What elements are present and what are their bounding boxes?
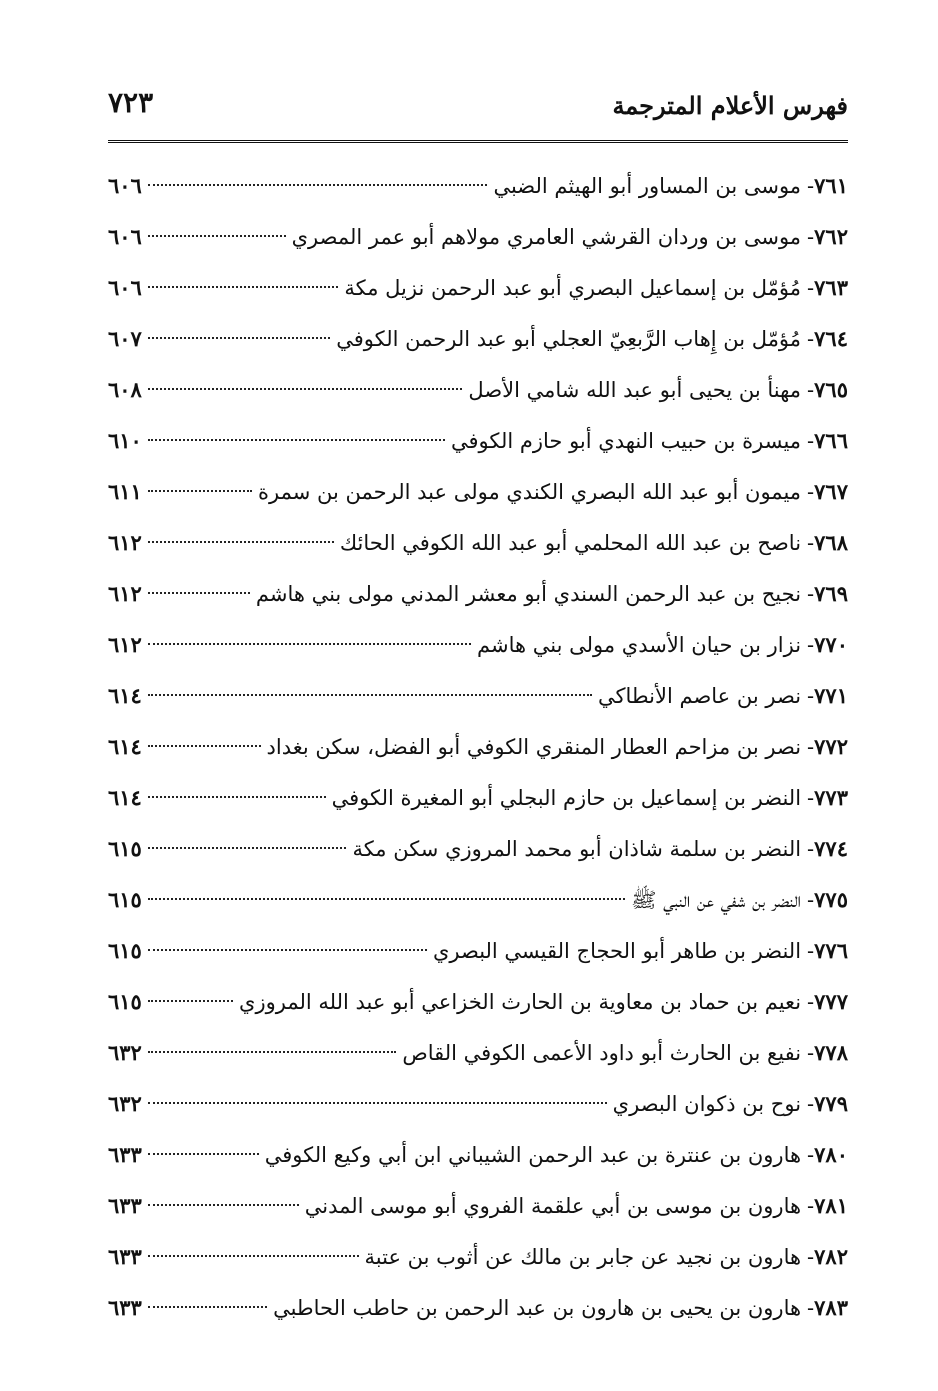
entry-page-number: ٦١٠ xyxy=(108,428,142,453)
entry-dash: - xyxy=(807,837,815,861)
entry-dash: - xyxy=(807,888,815,912)
dot-leader xyxy=(148,592,250,594)
entry-page-number: ٦١٢ xyxy=(108,632,142,657)
index-entry xyxy=(108,313,848,364)
entry-dash: - xyxy=(807,429,815,453)
entry-number: ٧٧٠ xyxy=(814,632,848,657)
index-entry xyxy=(108,1231,848,1282)
entry-page-number: ٦٠٦ xyxy=(108,275,142,300)
entry-name: النضر بن سلمة شاذان أبو محمد المروزي سكن مكة xyxy=(352,837,802,861)
entry-name: نوح بن ذكوان البصري xyxy=(612,1092,802,1116)
index-entry xyxy=(108,772,848,823)
index-entry xyxy=(108,364,848,415)
dot-leader xyxy=(148,286,339,288)
entry-page-number: ٦٣٣ xyxy=(108,1142,142,1167)
entry-dash: - xyxy=(807,531,815,555)
entry-name: نزار بن حيان الأسدي مولى بني هاشم xyxy=(477,633,802,657)
entry-page-number: ٦٠٦ xyxy=(108,224,142,249)
entry-name: هارون بن نجيد عن جابر بن مالك عن أثوب بن عتبة xyxy=(364,1245,802,1269)
index-entry xyxy=(108,670,848,721)
entry-number: ٧٦٣ xyxy=(814,275,848,300)
index-entry xyxy=(108,517,848,568)
entry-name: مُؤمّل بن إسماعيل البصري أبو عبد الرحمن نزيل مكة xyxy=(344,276,802,300)
dot-leader xyxy=(148,235,286,237)
index-entry xyxy=(108,1129,848,1180)
entry-name: مُؤمّل بن إِهاب الرَّبعِيّ العجلي أبو عبد الرحمن الكوفي xyxy=(336,327,802,351)
entry-page-number: ٦١٥ xyxy=(108,887,142,912)
entry-dash: - xyxy=(807,939,815,963)
entry-dash: - xyxy=(807,225,815,249)
entry-name: نفيع بن الحارث أبو داود الأعمى الكوفي القاص xyxy=(402,1041,802,1065)
entry-number: ٧٨٠ xyxy=(814,1142,848,1167)
entry-name: موسى بن المساور أبو الهيثم الضبي xyxy=(493,174,802,198)
index-entry xyxy=(108,619,848,670)
index-entry xyxy=(108,262,848,313)
entry-number: ٧٦٤ xyxy=(814,326,848,351)
entry-dash: - xyxy=(807,1092,815,1116)
entry-number: ٧٦٨ xyxy=(814,530,848,555)
entry-dash: - xyxy=(807,378,815,402)
entry-name: هارون بن يحيى بن هارون بن عبد الرحمن بن حاطب الحاطبي xyxy=(273,1296,802,1320)
entry-page-number: ٦١٤ xyxy=(108,683,142,708)
page-header xyxy=(108,84,848,134)
dot-leader xyxy=(148,949,427,951)
dot-leader xyxy=(148,184,488,186)
entry-page-number: ٦٣٢ xyxy=(108,1040,142,1065)
entry-dash: - xyxy=(807,1143,815,1167)
entry-name: النضر بن إسماعيل بن حازم البجلي أبو المغيرة الكوفي xyxy=(331,786,802,810)
index-entry xyxy=(108,925,848,976)
entry-page-number: ٦٠٦ xyxy=(108,173,142,198)
entry-dash: - xyxy=(807,1296,815,1320)
index-entry xyxy=(108,466,848,517)
entry-number: ٧٧٩ xyxy=(814,1091,848,1116)
entry-page-number: ٦٠٨ xyxy=(108,377,142,402)
index-title: فهرس الأعلام المترجمة xyxy=(612,91,848,120)
entry-dash: - xyxy=(807,633,815,657)
entry-number: ٧٦٧ xyxy=(814,479,848,504)
index-entry xyxy=(108,1180,848,1231)
entry-dash: - xyxy=(807,684,815,708)
entry-number: ٧٦٩ xyxy=(814,581,848,606)
entry-name: مهنأ بن يحيى أبو عبد الله شامي الأصل xyxy=(468,378,802,402)
entry-dash: - xyxy=(807,735,815,759)
dot-leader xyxy=(148,1102,607,1104)
entry-name: موسى بن وردان القرشي العامري مولاهم أبو عمر المصري xyxy=(291,225,802,249)
dot-leader xyxy=(148,1153,259,1155)
index-entry xyxy=(108,1282,848,1333)
entry-name: هارون بن عنترة بن عبد الرحمن الشيباني ابن أبي وكيع الكوفي xyxy=(264,1143,802,1167)
entry-page-number: ٦١٤ xyxy=(108,785,142,810)
entry-dash: - xyxy=(807,174,815,198)
entry-number: ٧٦٥ xyxy=(814,377,848,402)
entry-number: ٧٨٢ xyxy=(814,1244,848,1269)
index-entry xyxy=(108,568,848,619)
entry-number: ٧٧٤ xyxy=(814,836,848,861)
dot-leader xyxy=(148,1204,299,1206)
dot-leader xyxy=(148,1306,267,1308)
entry-name: ميمون أبو عبد الله البصري الكندي مولى عبد الرحمن بن سمرة xyxy=(258,480,802,504)
entry-number: ٧٦١ xyxy=(814,173,848,198)
dot-leader xyxy=(148,1255,359,1257)
entry-number: ٧٧٧ xyxy=(814,989,848,1014)
dot-leader xyxy=(148,898,625,900)
dot-leader xyxy=(148,694,592,696)
entry-page-number: ٦١٥ xyxy=(108,989,142,1014)
entry-number: ٧٧٦ xyxy=(814,938,848,963)
entry-number: ٧٧٣ xyxy=(814,785,848,810)
entry-page-number: ٦١١ xyxy=(108,479,142,504)
dot-leader xyxy=(148,847,347,849)
entry-dash: - xyxy=(807,480,815,504)
index-entry xyxy=(108,211,848,262)
entry-dash: - xyxy=(807,786,815,810)
entry-number: ٧٧٨ xyxy=(814,1040,848,1065)
dot-leader xyxy=(148,745,261,747)
entry-number: ٧٧٢ xyxy=(814,734,848,759)
dot-leader xyxy=(148,541,334,543)
index-entry xyxy=(108,823,848,874)
entry-dash: - xyxy=(807,990,815,1014)
entry-number: ٧٨٣ xyxy=(814,1295,848,1320)
entry-page-number: ٦٣٣ xyxy=(108,1295,142,1320)
index-entry xyxy=(108,721,848,772)
dot-leader xyxy=(148,796,326,798)
entry-page-number: ٦١٢ xyxy=(108,581,142,606)
entry-dash: - xyxy=(807,1041,815,1065)
entry-page-number: ٦١٥ xyxy=(108,938,142,963)
entry-page-number: ٦٠٧ xyxy=(108,326,142,351)
entry-dash: - xyxy=(807,582,815,606)
entry-page-number: ٦١٤ xyxy=(108,734,142,759)
entry-number: ٧٦٦ xyxy=(814,428,848,453)
entry-number: ٧٦٢ xyxy=(814,224,848,249)
entry-name: ميسرة بن حبيب النهدي أبو حازم الكوفي xyxy=(450,429,802,453)
index-entry xyxy=(108,415,848,466)
entry-page-number: ٦١٥ xyxy=(108,836,142,861)
entry-name: النضر بن شفي عن النبي ﷺ xyxy=(631,888,802,912)
index-entry xyxy=(108,1027,848,1078)
entry-name: نصر بن عاصم الأنطاكي xyxy=(598,684,802,708)
dot-leader xyxy=(148,643,471,645)
entry-page-number: ٦٣٣ xyxy=(108,1244,142,1269)
index-entry xyxy=(108,976,848,1027)
entry-name: هارون بن موسى بن أبي علقمة الفروي أبو موسى المدني xyxy=(304,1194,802,1218)
entry-dash: - xyxy=(807,276,815,300)
index-entry xyxy=(108,160,848,211)
entry-dash: - xyxy=(807,1245,815,1269)
header-divider xyxy=(108,140,848,143)
dot-leader xyxy=(148,1051,397,1053)
index-entry xyxy=(108,874,848,925)
dot-leader xyxy=(148,388,463,390)
index-entry-list xyxy=(108,160,848,1333)
dot-leader xyxy=(148,1000,233,1002)
index-entry xyxy=(108,1078,848,1129)
entry-dash: - xyxy=(807,327,815,351)
entry-number: ٧٧١ xyxy=(814,683,848,708)
entry-name: نصر بن مزاحم العطار المنقري الكوفي أبو الفضل، سكن بغداد xyxy=(266,735,802,759)
dot-leader xyxy=(148,337,330,339)
entry-name: ناصح بن عبد الله المحلمي أبو عبد الله الكوفي الحائك xyxy=(339,531,802,555)
dot-leader xyxy=(148,439,445,441)
entry-number: ٧٧٥ xyxy=(814,887,848,912)
entry-dash: - xyxy=(807,1194,815,1218)
entry-page-number: ٦٣٣ xyxy=(108,1193,142,1218)
dot-leader xyxy=(148,490,252,492)
entry-name: نعيم بن حماد بن معاوية بن الحارث الخزاعي أبو عبد الله المروزي xyxy=(239,990,802,1014)
entry-number: ٧٨١ xyxy=(814,1193,848,1218)
entry-name: نجيح بن عبد الرحمن السندي أبو معشر المدني مولى بني هاشم xyxy=(255,582,802,606)
entry-name: النضر بن طاهر أبو الحجاج القيسي البصري xyxy=(432,939,802,963)
entry-page-number: ٦٣٢ xyxy=(108,1091,142,1116)
page-number: ٧٢٣ xyxy=(108,86,154,119)
entry-page-number: ٦١٢ xyxy=(108,530,142,555)
